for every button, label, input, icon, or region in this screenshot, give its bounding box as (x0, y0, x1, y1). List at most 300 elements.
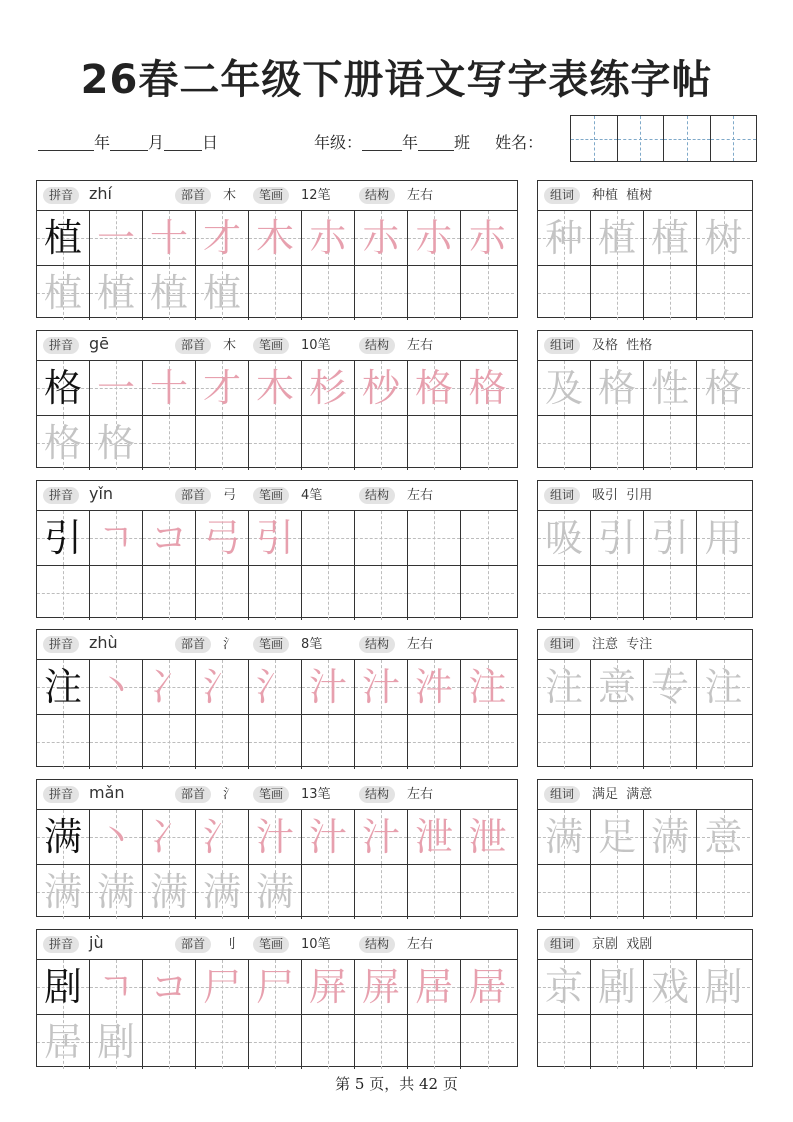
model-char-cell[interactable] (37, 211, 90, 265)
stroke-order-cell[interactable] (196, 511, 249, 565)
empty-practice-cell[interactable] (143, 416, 196, 470)
word-header (538, 930, 752, 960)
stroke-order-cell[interactable] (196, 211, 249, 265)
stroke-order-cell[interactable] (355, 361, 408, 415)
trace-char: 植 (149, 271, 188, 315)
month-blank[interactable] (110, 132, 148, 151)
word-trace-char: 格 (597, 366, 636, 410)
trace-char: 格 (96, 421, 135, 465)
stroke-order-cell[interactable] (143, 660, 196, 714)
stroke-order-cell[interactable] (196, 361, 249, 415)
radical-value: 氵 (223, 787, 237, 802)
word-trace-cell[interactable] (697, 960, 750, 1014)
day-label: 日 (202, 133, 219, 152)
word-trace-char: 引 (650, 516, 689, 560)
empty-practice-cell[interactable] (461, 416, 514, 470)
words-tag: 组词 (544, 786, 580, 803)
stroke-step-char: 氵 (202, 815, 241, 859)
empty-practice-cell[interactable] (249, 1015, 302, 1069)
strokes-value: 10笔 (301, 937, 331, 952)
empty-practice-cell[interactable] (697, 416, 750, 470)
stroke-step-char: 杪 (361, 366, 400, 410)
empty-practice-cell[interactable] (196, 1015, 249, 1069)
empty-practice-cell[interactable] (302, 715, 355, 769)
empty-practice-cell[interactable] (355, 715, 408, 769)
structure-value: 左右 (407, 488, 434, 503)
word-trace-cell[interactable] (538, 361, 591, 415)
stroke-order-cell[interactable] (408, 361, 461, 415)
trace-char: 居 (43, 1020, 82, 1064)
word-trace-char: 注 (704, 665, 743, 709)
word-trace-char: 剧 (704, 965, 743, 1009)
word-header (538, 181, 752, 211)
empty-practice-cell[interactable] (143, 566, 196, 620)
radical-value: 氵 (223, 637, 237, 652)
empty-practice-cell[interactable] (37, 715, 90, 769)
word-trace-cell[interactable] (697, 361, 750, 415)
words-tag: 组词 (544, 487, 580, 504)
words-value: 注意 专注 (592, 637, 653, 652)
empty-practice-cell[interactable] (249, 566, 302, 620)
stroke-step-char: 十 (149, 366, 188, 410)
stroke-order-cell[interactable] (143, 511, 196, 565)
model-char: 剧 (43, 965, 82, 1009)
char-practice-block (36, 629, 518, 767)
empty-practice-cell[interactable] (591, 1015, 644, 1069)
empty-practice-cell[interactable] (461, 566, 514, 620)
empty-practice-cell[interactable] (644, 416, 697, 470)
word-trace-char: 意 (597, 665, 636, 709)
word-trace-cell[interactable] (591, 810, 644, 864)
stroke-order-cell[interactable] (249, 361, 302, 415)
trace-char-cell[interactable] (37, 266, 90, 320)
stroke-order-cell[interactable] (90, 511, 143, 565)
word-trace-char: 植 (597, 216, 636, 260)
pinyin-value: zhù (89, 633, 118, 652)
empty-practice-cell[interactable] (408, 511, 461, 565)
stroke-order-cell[interactable] (461, 361, 514, 415)
strokes-tag: 笔画 (253, 786, 289, 803)
word-trace-cell[interactable] (538, 211, 591, 265)
words-tag: 组词 (544, 936, 580, 953)
word-trace-cell[interactable] (538, 960, 591, 1014)
stroke-order-cell[interactable] (461, 810, 514, 864)
word-trace-cell[interactable] (644, 660, 697, 714)
word-trace-char: 满 (650, 815, 689, 859)
stroke-step-char: コ (149, 965, 188, 1009)
stroke-step-char: 才 (202, 216, 241, 260)
empty-practice-cell[interactable] (249, 266, 302, 320)
empty-practice-cell[interactable] (408, 865, 461, 919)
stroke-order-cell[interactable] (302, 660, 355, 714)
empty-practice-cell[interactable] (538, 566, 591, 620)
trace-char-cell[interactable] (90, 865, 143, 919)
stroke-step-char: 朩 (414, 216, 453, 260)
stroke-order-cell[interactable] (143, 361, 196, 415)
trace-char-cell[interactable] (90, 1015, 143, 1069)
word-trace-cell[interactable] (697, 211, 750, 265)
empty-practice-cell[interactable] (461, 1015, 514, 1069)
structure-tag: 结构 (359, 187, 395, 204)
empty-practice-cell[interactable] (644, 715, 697, 769)
word-trace-char: 引 (597, 516, 636, 560)
empty-practice-cell[interactable] (697, 566, 750, 620)
structure-tag: 结构 (359, 337, 395, 354)
word-trace-char: 专 (650, 665, 689, 709)
empty-practice-cell[interactable] (302, 416, 355, 470)
empty-practice-cell[interactable] (355, 416, 408, 470)
stroke-order-cell[interactable] (408, 660, 461, 714)
empty-practice-cell[interactable] (408, 416, 461, 470)
stroke-order-cell[interactable] (143, 810, 196, 864)
stroke-order-cell[interactable] (143, 211, 196, 265)
empty-practice-cell[interactable] (644, 566, 697, 620)
trace-char-cell[interactable] (90, 416, 143, 470)
strokes-value: 10笔 (301, 338, 331, 353)
empty-practice-cell[interactable] (644, 865, 697, 919)
char-practice-block (36, 929, 518, 1067)
day-blank[interactable] (164, 132, 202, 151)
stroke-order-cell[interactable] (249, 211, 302, 265)
stroke-order-cell[interactable] (408, 960, 461, 1014)
empty-practice-cell[interactable] (302, 266, 355, 320)
empty-practice-cell[interactable] (408, 266, 461, 320)
structure-tag: 结构 (359, 636, 395, 653)
stroke-step-char: 弓 (202, 516, 241, 560)
empty-practice-cell[interactable] (408, 1015, 461, 1069)
word-trace-cell[interactable] (538, 660, 591, 714)
word-trace-cell[interactable] (644, 960, 697, 1014)
word-trace-cell[interactable] (697, 511, 750, 565)
empty-practice-cell[interactable] (591, 266, 644, 320)
char-practice-block (36, 779, 518, 917)
word-header (538, 331, 752, 361)
stroke-step-char: 尸 (202, 965, 241, 1009)
stroke-step-char: 木 (255, 216, 294, 260)
empty-practice-cell[interactable] (408, 715, 461, 769)
word-trace-cell[interactable] (644, 211, 697, 265)
name-cell[interactable] (618, 116, 665, 161)
word-trace-char: 满 (544, 815, 583, 859)
empty-practice-cell[interactable] (538, 865, 591, 919)
empty-practice-cell[interactable] (644, 266, 697, 320)
trace-char: 植 (96, 271, 135, 315)
stroke-order-cell[interactable] (249, 660, 302, 714)
word-trace-cell[interactable] (591, 211, 644, 265)
structure-value: 左右 (407, 637, 434, 652)
structure-tag: 结构 (359, 786, 395, 803)
stroke-order-cell[interactable] (90, 361, 143, 415)
empty-practice-cell[interactable] (355, 266, 408, 320)
trace-char-cell[interactable] (37, 416, 90, 470)
stroke-order-cell[interactable] (408, 810, 461, 864)
stroke-step-char: 冫 (149, 665, 188, 709)
stroke-order-cell[interactable] (302, 211, 355, 265)
empty-practice-cell[interactable] (355, 511, 408, 565)
trace-char-cell[interactable] (196, 865, 249, 919)
empty-practice-cell[interactable] (90, 715, 143, 769)
char-info-header (37, 331, 517, 361)
empty-practice-cell[interactable] (408, 566, 461, 620)
word-practice-block (537, 929, 753, 1067)
stroke-order-cell[interactable] (355, 660, 408, 714)
empty-practice-cell[interactable] (302, 511, 355, 565)
word-header (538, 481, 752, 511)
empty-practice-cell[interactable] (302, 1015, 355, 1069)
model-char-cell[interactable] (37, 960, 90, 1014)
words-value: 吸引 引用 (592, 488, 653, 503)
trace-char-cell[interactable] (90, 266, 143, 320)
stroke-order-cell[interactable] (249, 960, 302, 1014)
char-practice-block (36, 330, 518, 468)
empty-practice-cell[interactable] (461, 715, 514, 769)
empty-practice-cell[interactable] (591, 865, 644, 919)
word-trace-char: 足 (597, 815, 636, 859)
pinyin-value: gē (89, 334, 109, 353)
stroke-step-char: 居 (414, 965, 453, 1009)
stroke-step-char: 一 (96, 366, 135, 410)
empty-practice-cell[interactable] (355, 1015, 408, 1069)
model-char: 注 (43, 665, 82, 709)
strokes-tag: 笔画 (253, 636, 289, 653)
stroke-step-char: 居 (468, 965, 507, 1009)
pinyin-value: mǎn (89, 783, 125, 802)
empty-practice-cell[interactable] (697, 1015, 750, 1069)
stroke-order-cell[interactable] (355, 810, 408, 864)
empty-practice-cell[interactable] (37, 566, 90, 620)
stroke-order-cell[interactable] (196, 960, 249, 1014)
word-trace-char: 注 (544, 665, 583, 709)
empty-practice-cell[interactable] (302, 566, 355, 620)
empty-practice-cell[interactable] (538, 1015, 591, 1069)
stroke-step-char: 格 (468, 366, 507, 410)
words-value: 及格 性格 (592, 338, 653, 353)
trace-char-cell[interactable] (37, 1015, 90, 1069)
stroke-step-char: 朩 (308, 216, 347, 260)
trace-char: 满 (149, 870, 188, 914)
trace-char: 满 (202, 870, 241, 914)
grade-line (314, 130, 543, 153)
word-trace-cell[interactable] (591, 660, 644, 714)
word-header (538, 630, 752, 660)
stroke-order-cell[interactable] (249, 810, 302, 864)
word-practice-block (537, 629, 753, 767)
stroke-order-cell[interactable] (408, 211, 461, 265)
name-label: 姓名： (495, 133, 544, 152)
word-trace-char: 树 (704, 216, 743, 260)
word-practice-block (537, 779, 753, 917)
word-trace-char: 戏 (650, 965, 689, 1009)
empty-practice-cell[interactable] (461, 865, 514, 919)
stroke-step-char: ㄱ (97, 516, 135, 560)
empty-practice-cell[interactable] (538, 715, 591, 769)
radical-tag: 部首 (175, 487, 211, 504)
stroke-step-char: 汁 (361, 665, 400, 709)
stroke-order-cell[interactable] (196, 660, 249, 714)
empty-practice-cell[interactable] (302, 865, 355, 919)
model-char-cell[interactable] (37, 511, 90, 565)
name-cell[interactable] (711, 116, 757, 161)
structure-tag: 结构 (359, 936, 395, 953)
word-trace-char: 格 (704, 366, 743, 410)
strokes-value: 12笔 (301, 188, 331, 203)
word-trace-cell[interactable] (697, 810, 750, 864)
stroke-order-cell[interactable] (302, 960, 355, 1014)
empty-practice-cell[interactable] (644, 1015, 697, 1069)
stroke-order-cell[interactable] (355, 960, 408, 1014)
trace-char-cell[interactable] (143, 865, 196, 919)
stroke-step-char: 冫 (149, 815, 188, 859)
name-cell[interactable] (664, 116, 711, 161)
stroke-order-cell[interactable] (90, 960, 143, 1014)
word-trace-cell[interactable] (644, 511, 697, 565)
word-trace-cell[interactable] (697, 660, 750, 714)
empty-practice-cell[interactable] (697, 865, 750, 919)
radical-tag: 部首 (175, 187, 211, 204)
radical-tag: 部首 (175, 337, 211, 354)
radical-tag: 部首 (175, 636, 211, 653)
stroke-order-cell[interactable] (461, 660, 514, 714)
page-footer: 第 5 页，共 42 页 (335, 1075, 458, 1093)
pinyin-value: yǐn (89, 484, 114, 503)
word-practice-block (537, 480, 753, 618)
model-char-cell[interactable] (37, 361, 90, 415)
empty-practice-cell[interactable] (143, 715, 196, 769)
name-cell[interactable] (571, 116, 618, 161)
word-trace-cell[interactable] (644, 361, 697, 415)
stroke-step-char: 引 (255, 516, 294, 560)
stroke-step-char: 泄 (414, 815, 453, 859)
stroke-order-cell[interactable] (355, 211, 408, 265)
structure-value: 左右 (407, 188, 434, 203)
stroke-order-cell[interactable] (302, 361, 355, 415)
word-practice-block (537, 180, 753, 318)
trace-char: 植 (43, 271, 82, 315)
model-char: 植 (43, 216, 82, 260)
model-char: 引 (43, 516, 82, 560)
word-trace-char: 及 (544, 366, 583, 410)
structure-value: 左右 (407, 937, 434, 952)
char-info-header (37, 181, 517, 211)
empty-practice-cell[interactable] (196, 416, 249, 470)
stroke-order-cell[interactable] (302, 810, 355, 864)
empty-practice-cell[interactable] (591, 566, 644, 620)
stroke-order-cell[interactable] (461, 211, 514, 265)
stroke-step-char: 注 (468, 665, 507, 709)
empty-practice-cell[interactable] (249, 416, 302, 470)
empty-practice-cell[interactable] (196, 566, 249, 620)
stroke-order-cell[interactable] (90, 810, 143, 864)
trace-char: 满 (255, 870, 294, 914)
trace-char-cell[interactable] (196, 266, 249, 320)
stroke-step-char: 格 (414, 366, 453, 410)
stroke-step-char: 氵 (255, 665, 294, 709)
radical-value: 木 (223, 188, 237, 203)
stroke-step-char: 屏 (361, 965, 400, 1009)
month-label: 月 (148, 133, 165, 152)
stroke-step-char: 汼 (414, 665, 453, 709)
empty-practice-cell[interactable] (196, 715, 249, 769)
strokes-tag: 笔画 (253, 187, 289, 204)
pinyin-tag: 拼音 (43, 786, 79, 803)
stroke-order-cell[interactable] (461, 960, 514, 1014)
trace-char: 满 (96, 870, 135, 914)
empty-practice-cell[interactable] (591, 416, 644, 470)
empty-practice-cell[interactable] (143, 1015, 196, 1069)
trace-char-cell[interactable] (37, 865, 90, 919)
name-grid[interactable] (570, 115, 757, 162)
grade-blank[interactable] (362, 132, 402, 151)
char-practice-block (36, 480, 518, 618)
word-trace-cell[interactable] (591, 960, 644, 1014)
stroke-step-char: 汁 (308, 815, 347, 859)
stroke-order-cell[interactable] (90, 211, 143, 265)
model-char: 格 (43, 366, 82, 410)
page-title: 26春二年级下册语文写字表练字帖 (80, 57, 713, 103)
strokes-value: 4笔 (301, 488, 323, 503)
pinyin-tag: 拼音 (43, 636, 79, 653)
empty-practice-cell[interactable] (591, 715, 644, 769)
word-trace-cell[interactable] (591, 361, 644, 415)
stroke-step-char: 氵 (202, 665, 241, 709)
year-blank[interactable] (38, 132, 94, 151)
trace-char: 植 (202, 271, 241, 315)
year-label: 年 (94, 133, 111, 152)
class-blank[interactable] (418, 132, 454, 151)
stroke-step-char: 丶 (96, 815, 135, 859)
grade-year-label: 年 (402, 133, 419, 152)
word-trace-cell[interactable] (591, 511, 644, 565)
empty-practice-cell[interactable] (90, 566, 143, 620)
word-trace-char: 吸 (544, 516, 583, 560)
stroke-step-char: 屏 (308, 965, 347, 1009)
char-info-header (37, 780, 517, 810)
stroke-order-cell[interactable] (196, 810, 249, 864)
stroke-step-char: 泄 (468, 815, 507, 859)
model-char-cell[interactable] (37, 660, 90, 714)
word-trace-cell[interactable] (538, 810, 591, 864)
trace-char: 满 (43, 870, 82, 914)
pinyin-tag: 拼音 (43, 337, 79, 354)
empty-practice-cell[interactable] (697, 715, 750, 769)
words-value: 满足 满意 (592, 787, 653, 802)
model-char-cell[interactable] (37, 810, 90, 864)
empty-practice-cell[interactable] (355, 566, 408, 620)
word-trace-char: 京 (544, 965, 583, 1009)
word-trace-cell[interactable] (538, 511, 591, 565)
empty-practice-cell[interactable] (461, 511, 514, 565)
stroke-order-cell[interactable] (90, 660, 143, 714)
word-header (538, 780, 752, 810)
stroke-step-char: 十 (149, 216, 188, 260)
empty-practice-cell[interactable] (538, 416, 591, 470)
empty-practice-cell[interactable] (461, 266, 514, 320)
empty-practice-cell[interactable] (697, 266, 750, 320)
trace-char-cell[interactable] (249, 865, 302, 919)
empty-practice-cell[interactable] (249, 715, 302, 769)
stroke-order-cell[interactable] (143, 960, 196, 1014)
empty-practice-cell[interactable] (355, 865, 408, 919)
strokes-tag: 笔画 (253, 936, 289, 953)
empty-practice-cell[interactable] (538, 266, 591, 320)
radical-tag: 部首 (175, 936, 211, 953)
word-trace-char: 用 (704, 516, 743, 560)
trace-char-cell[interactable] (143, 266, 196, 320)
char-practice-block (36, 180, 518, 318)
word-trace-cell[interactable] (644, 810, 697, 864)
stroke-order-cell[interactable] (249, 511, 302, 565)
pinyin-value: zhí (89, 184, 112, 203)
